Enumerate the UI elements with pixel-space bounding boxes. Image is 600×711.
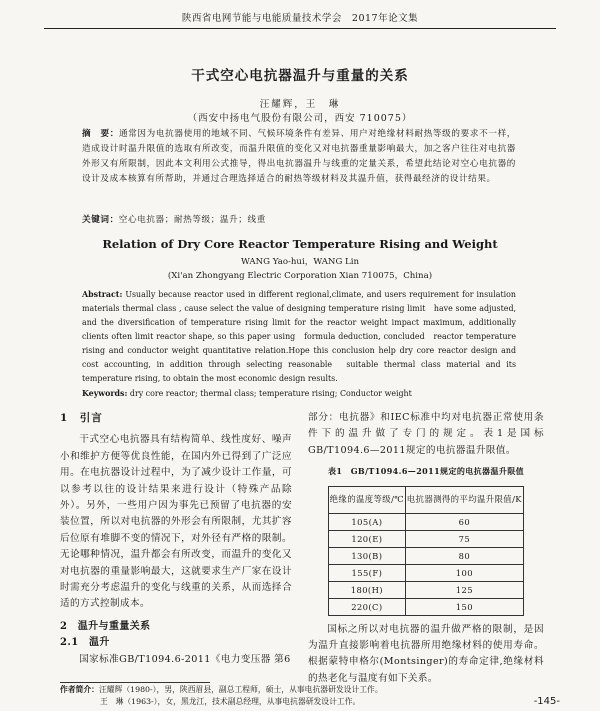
affiliation: （西安中扬电气股份有限公司，西安 710075） bbox=[187, 113, 413, 124]
section-2-heading: 2 温升与重量关系 bbox=[60, 620, 151, 632]
section-1-heading: 1 引言 bbox=[60, 412, 103, 424]
table-header-cell: 电抗器测得的平均温升限值/K bbox=[405, 486, 523, 513]
english-authors: WANG Yao-hui，WANG Lin bbox=[240, 257, 360, 267]
temperature-limit-table bbox=[328, 486, 524, 616]
paper-title: 干式空心电抗器温升与重量的关系 bbox=[191, 68, 409, 84]
english-affiliation: (Xi'an Zhongyang Electric Corporation Xian 710075，China) bbox=[167, 271, 433, 281]
table-row bbox=[329, 598, 524, 615]
author-footnote bbox=[60, 684, 560, 708]
section-2-1-paragraph-start: 国家标准GB/T1094.6-2011《电力变压器 第6 bbox=[79, 653, 291, 665]
keywords-en-text: dry core reactor; thermal class; temperature rising; Conductor weight bbox=[129, 389, 412, 398]
section-2-1-heading: 2.1 温升 bbox=[60, 637, 110, 649]
table-cell: 75 bbox=[405, 530, 523, 547]
page-number: -145- bbox=[533, 696, 560, 707]
table-cell: 150 bbox=[405, 598, 523, 615]
abstract-en-label: Abstract: bbox=[82, 290, 123, 299]
table-caption: 表1 GB/T1094.6—2011规定的电抗器温升限值 bbox=[327, 466, 525, 477]
right-column bbox=[308, 410, 544, 687]
table-row bbox=[329, 530, 524, 547]
keywords-cn-label: 关键词： bbox=[82, 215, 119, 225]
table-cell: 120(E) bbox=[329, 530, 406, 547]
abstract-en bbox=[82, 288, 524, 386]
table-cell: 125 bbox=[405, 581, 523, 598]
table-header-cell: 绝缘的温度等级/℃ bbox=[329, 486, 406, 513]
table-header-row bbox=[329, 486, 524, 513]
table-row bbox=[329, 547, 524, 564]
table-row bbox=[329, 513, 524, 530]
footnote-rule bbox=[60, 682, 210, 683]
authors: 汪耀辉，王 琳 bbox=[259, 99, 341, 110]
footnote-label: 作者简介： bbox=[60, 685, 99, 694]
right-paragraph: 部分：电抗器》和IEC标准中均对电抗器正常使用条件下的温升做了专门的规定。表1是国标GB/T1094.6—2011规定的电抗器温升限值。 bbox=[308, 412, 544, 456]
abstract-cn bbox=[82, 127, 516, 187]
table-cell: 180(H) bbox=[329, 581, 406, 598]
table-cell: 80 bbox=[405, 547, 523, 564]
table-row bbox=[329, 581, 524, 598]
english-title: Relation of Dry Core Reactor Temperature Rising and Weight bbox=[102, 237, 498, 251]
table-cell: 100 bbox=[405, 564, 523, 581]
table-cell: 155(F) bbox=[329, 564, 406, 581]
section-1-paragraph: 干式空心电抗器具有结构简单、线性度好、噪声小和维护方便等优良性能，在国内外已得到了广泛应用。在电抗器设计过程中，为了减少设计工作量，可以参考以往的设计结果来进行设计（特殊产品除外）。另外，一些用户因为事先已预留了电抗器的安装位置，所以对电抗器的外形会有所限制，尤其扩容后位原有堆脚不变的情况下，对外径有严格的限制。无论哪种情况，温升都会有所改变，而温升的变化又对电抗器的重量影响最大，这就要求生产厂家在设计时需充分考虑温升的变化与线重的关系，从而选择合适的方式控制成本。 bbox=[60, 434, 292, 610]
footnote-author-1: 汪耀辉（1980-），男，陕西眉县，副总工程师，硕士，从事电抗器研发设计工作。 bbox=[98, 685, 383, 694]
keywords-cn bbox=[82, 213, 516, 225]
right-paragraph-2: 国标之所以对电抗器的温升做严格的限制，是因为温升直接影响着电抗器所用绝缘材料的使用寿命。根据蒙特申格尔(Montsinger)的寿命定律,绝缘材料的热老化与温度有如下关系。 bbox=[308, 623, 544, 684]
keywords-cn-text: 空心电抗器；耐热等级；温升；线重 bbox=[118, 215, 266, 225]
left-column bbox=[60, 410, 292, 672]
footnote-line-2: 王 琳（1963-），女，黑龙江，技术副总经理，从事电抗器研发设计工作。 bbox=[100, 697, 361, 706]
running-header: 陕西省电网节能与电能质量技术学会 2017年论文集 bbox=[44, 10, 556, 29]
table-cell: 105(A) bbox=[329, 513, 406, 530]
keywords-en-label: Keywords: bbox=[82, 389, 128, 398]
table-cell: 130(B) bbox=[329, 547, 406, 564]
table-row bbox=[329, 564, 524, 581]
keywords-en bbox=[82, 389, 516, 398]
abstract-cn-label: 摘 要： bbox=[82, 129, 119, 139]
abstract-en-text: Usually because reactor used in different regional,climate, and users requirement for insulation materials thermal class , cause select the value of designing temperature rising limit have some adjusted, and the diversification of temperature rising limit for the reactor weight impact maximum, additionally clients often limit reactor shape, so this paper using formula deduction, concluded reactor temperature rising and conductor weight quantitative relation.Hope this conclusion help dry core reactor design and cost accounting, in addition through selecting reasonable suitable thermal class material and its temperature rising, to obtain the most economic design results. bbox=[82, 290, 524, 383]
table-cell: 60 bbox=[405, 513, 523, 530]
footnote-line-1 bbox=[60, 684, 560, 696]
table-cell: 220(C) bbox=[329, 598, 406, 615]
abstract-cn-text: 通常因为电抗器使用的地域不同、气候环境条件有差异、用户对绝缘材料耐热等级的要求不一样，造成设计时温升限值的选取有所改变，而温升限值的变化又对电抗器重量影响最大，加之客户往往对电抗器外形又有所限制，因此本文利用公式推导，得出电抗器温升与线重的定量关系，希望此结论对空心电抗器的设计及成本核算有所帮助，并通过合理选择适合的耐热等级材料及其温升值，获得最经济的设计结果。 bbox=[82, 129, 516, 184]
